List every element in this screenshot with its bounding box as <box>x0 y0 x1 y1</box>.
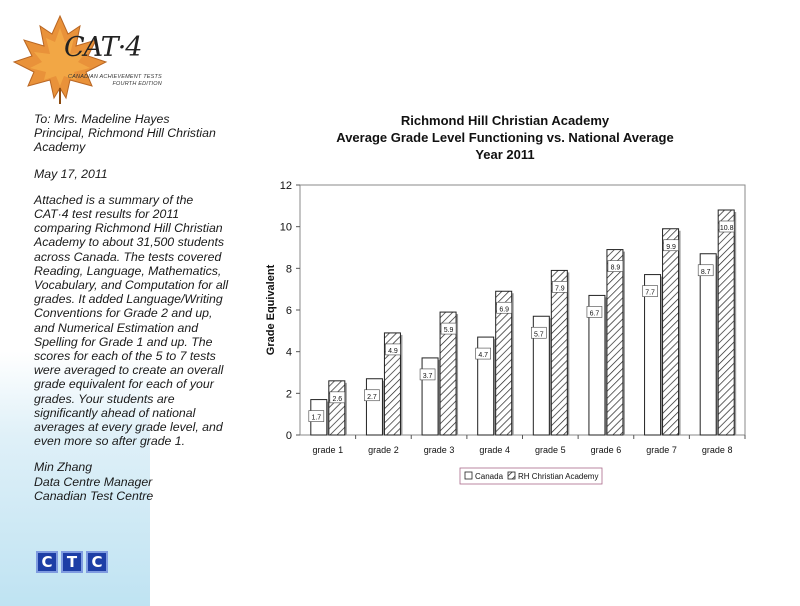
chart-title-line: Average Grade Level Functioning vs. National Average <box>336 130 674 145</box>
logo-subtitle <box>68 74 162 88</box>
data-label-rh-christian-academy: 5.9 <box>443 327 454 335</box>
letter-recipient <box>34 112 249 155</box>
legend-swatch-canada <box>465 472 472 479</box>
data-label-rh-christian-academy: 4.9 <box>388 347 398 355</box>
legend-label-rh: RH Christian Academy <box>518 472 599 481</box>
body-line: Reading, Language, Mathematics, <box>34 263 222 278</box>
body-line: grade equivalent for each of your <box>34 377 214 392</box>
x-tick-label: grade 8 <box>701 445 733 455</box>
letter-body <box>34 193 249 449</box>
data-label-rh-christian-academy: 9.9 <box>666 243 676 251</box>
x-tick-label: grade 3 <box>423 445 455 455</box>
body-line: grades. Your students are <box>34 391 175 406</box>
data-label-canada: 3.7 <box>422 372 433 380</box>
data-label-canada: 1.7 <box>311 414 322 422</box>
body-line: Vocabulary, and Computation for all <box>34 278 229 293</box>
body-line: CAT·4 test results for 2011 <box>34 207 180 222</box>
logo-title: CAT·4 <box>64 32 142 63</box>
body-line: across Canada. The tests covered <box>34 249 222 264</box>
body-line: Academy to about 31,500 students <box>34 235 225 250</box>
recipient-line: Academy <box>34 140 86 155</box>
y-tick-label: 10 <box>279 221 292 234</box>
data-label-rh-christian-academy: 6.9 <box>499 306 510 314</box>
bar-rh-christian-academy <box>551 270 567 435</box>
y-tick-label: 2 <box>285 388 292 401</box>
body-line: scores for each of the 5 to 7 tests <box>34 349 216 364</box>
y-tick-label: 6 <box>285 305 292 317</box>
bar-canada <box>700 254 716 435</box>
chart-title-line: Richmond Hill Christian Academy <box>400 113 610 128</box>
cover-letter <box>34 112 249 515</box>
recipient-line: Principal, Richmond Hill Christian <box>34 126 216 141</box>
data-label-canada: 4.7 <box>478 352 489 360</box>
data-label-canada: 5.7 <box>533 331 544 339</box>
recipient-line: To: Mrs. Madeline Hayes <box>34 112 170 126</box>
bar-canada <box>366 379 382 435</box>
data-label-rh-christian-academy: 8.9 <box>610 264 621 272</box>
ctc-logo <box>36 551 108 573</box>
chart-title-line: Year 2011 <box>475 147 535 162</box>
body-line: grades. It added Language/Writing <box>34 292 223 307</box>
x-tick-label: grade 4 <box>479 445 510 455</box>
signature-name: Min Zhang <box>34 460 93 475</box>
logo-subtitle-line2: FOURTH EDITION <box>112 81 162 87</box>
data-label-rh-christian-academy: 7.9 <box>554 285 565 293</box>
bar-rh-christian-academy <box>607 250 623 435</box>
body-line: even more so after grade 1. <box>34 434 186 449</box>
cat4-logo <box>10 14 162 106</box>
data-label-canada: 6.7 <box>589 310 600 318</box>
data-label-canada: 8.7 <box>700 268 711 276</box>
x-tick-label: grade 6 <box>590 445 622 455</box>
logo-subtitle-line1: CANADIAN ACHIEVEMENT TESTS <box>68 74 162 80</box>
y-tick-label: 8 <box>285 263 292 276</box>
data-label-canada: 2.7 <box>367 393 377 401</box>
y-axis-label: Grade Equivalent <box>265 264 277 356</box>
bar-rh-christian-academy <box>663 229 679 435</box>
body-line: Spelling for Grade 1 and up. The <box>34 334 213 349</box>
bar-canada <box>645 275 661 435</box>
y-tick-label: 12 <box>279 180 292 192</box>
body-line: were averaged to create an overall <box>34 363 224 378</box>
chart-title <box>280 112 730 163</box>
data-label-canada: 7.7 <box>645 289 655 297</box>
letter-signature <box>34 460 249 503</box>
ctc-letter: C <box>86 551 108 573</box>
x-tick-label: grade 1 <box>312 445 344 455</box>
legend-label-canada: Canada <box>475 472 504 481</box>
letter-date: May 17, 2011 <box>34 166 108 181</box>
body-line: Conventions for Grade 2 and up, <box>34 306 213 321</box>
body-line: comparing Richmond Hill Christian <box>34 221 223 236</box>
legend-swatch-rh <box>508 472 515 479</box>
body-line: Attached is a summary of the <box>34 192 194 207</box>
y-tick-label: 4 <box>285 346 292 359</box>
bar-rh-christian-academy <box>718 210 734 435</box>
bar-chart <box>255 170 755 490</box>
body-line: averages at every grade level, and <box>34 420 223 435</box>
body-line: significantly ahead of national <box>34 405 196 420</box>
y-tick-label: 0 <box>285 430 292 442</box>
data-label-rh-christian-academy: 10.8 <box>719 225 734 232</box>
ctc-letter: T <box>61 551 83 573</box>
x-tick-label: grade 2 <box>368 445 399 455</box>
data-label-rh-christian-academy: 2.6 <box>332 395 343 403</box>
x-tick-label: grade 5 <box>535 445 566 455</box>
signature-org: Canadian Test Centre <box>34 488 154 503</box>
signature-title: Data Centre Manager <box>34 474 153 489</box>
bar-rh-christian-academy <box>329 381 345 435</box>
x-tick-label: grade 7 <box>646 445 677 455</box>
ctc-letter: C <box>36 551 58 573</box>
body-line: and Numerical Estimation and <box>34 320 199 335</box>
